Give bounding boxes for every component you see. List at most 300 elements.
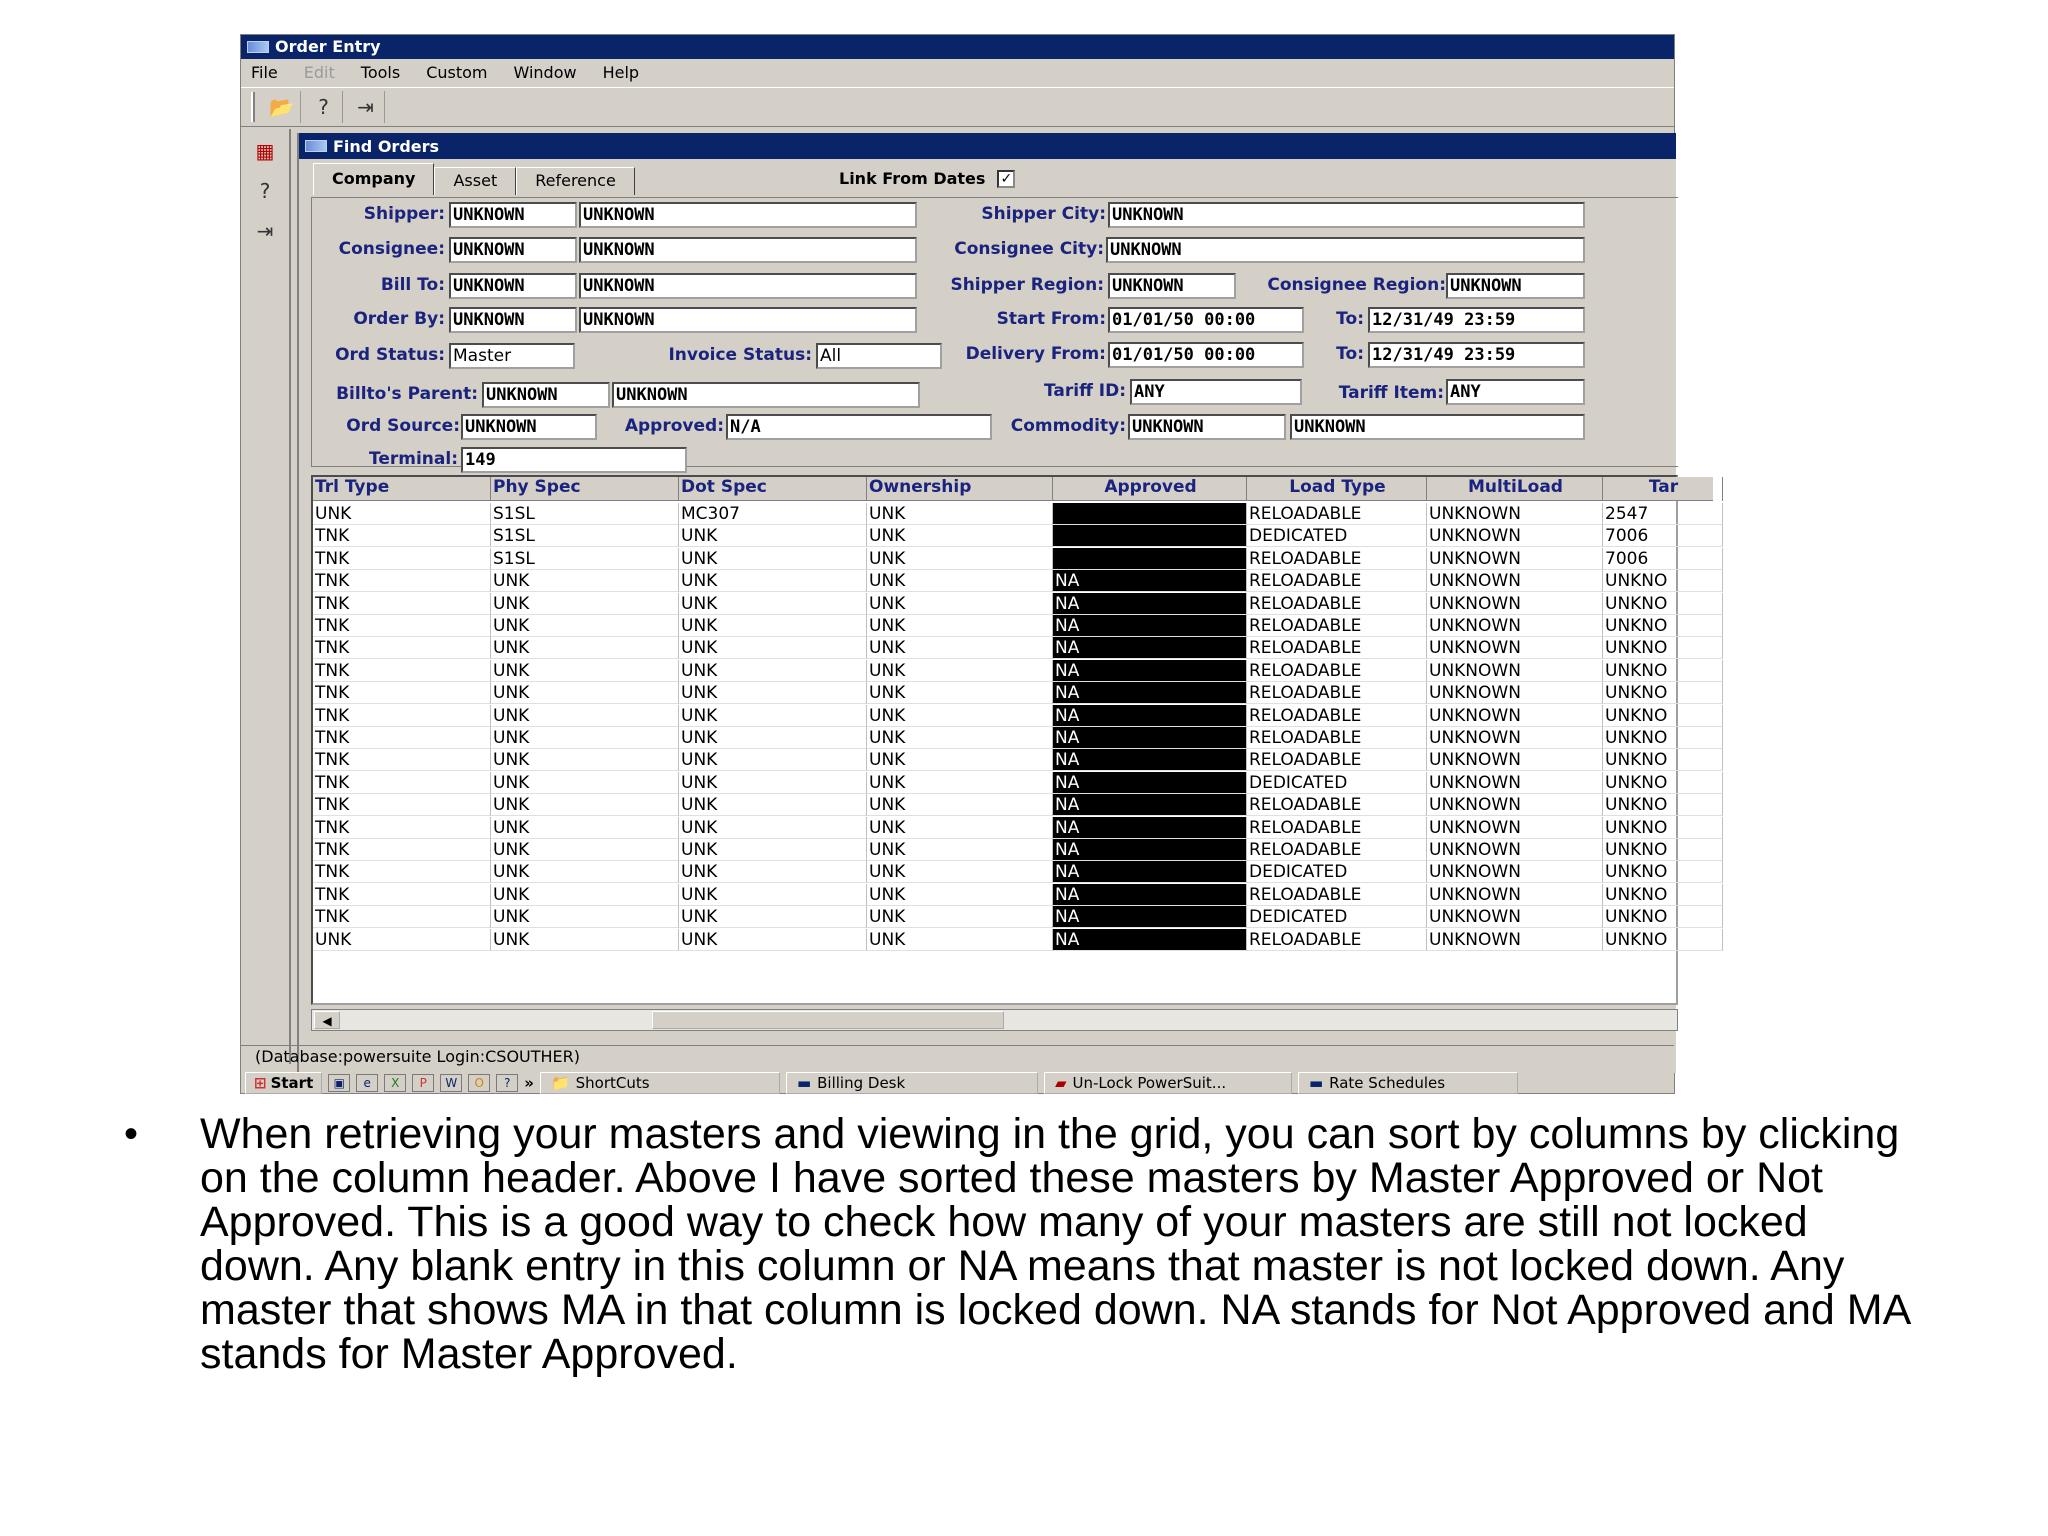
- cell-dot-spec: UNK: [679, 615, 867, 637]
- cell-phy-spec: UNK: [491, 682, 679, 704]
- cell-load-type: DEDICATED: [1247, 525, 1427, 547]
- menu-edit[interactable]: Edit: [303, 62, 335, 82]
- desktop-icon[interactable]: ▣: [328, 1074, 350, 1092]
- taskbar-item-unlock-powersuite[interactable]: [1044, 1072, 1292, 1094]
- cell-ownership: UNK: [867, 929, 1053, 951]
- cell-multiload: UNKNOWN: [1427, 615, 1603, 637]
- cell-dot-spec: UNK: [679, 749, 867, 771]
- taskbar-item-billing-desk[interactable]: [786, 1072, 1038, 1094]
- commodity-id-field[interactable]: UNKNOWN: [1128, 414, 1286, 440]
- cell-phy-spec: UNK: [491, 570, 679, 592]
- table-row[interactable]: [313, 548, 1713, 570]
- cell-dot-spec: UNK: [679, 570, 867, 592]
- column-header-tar[interactable]: Tar: [1603, 477, 1723, 501]
- cell-dot-spec: UNK: [679, 727, 867, 749]
- cell-dot-spec: UNK: [679, 794, 867, 816]
- app-icon: ▰: [1054, 1074, 1067, 1092]
- cell-dot-spec: UNK: [679, 548, 867, 570]
- column-header-phy-spec[interactable]: Phy Spec: [491, 477, 679, 501]
- cell-dot-spec: UNK: [679, 525, 867, 547]
- menu-file[interactable]: File: [251, 62, 278, 82]
- table-row[interactable]: [313, 705, 1713, 727]
- shipper-region-field[interactable]: UNKNOWN: [1108, 273, 1236, 299]
- ord-source-label: Ord Source:: [346, 416, 460, 436]
- windows-icon[interactable]: ▦: [255, 139, 275, 163]
- cell-approved: NA: [1053, 682, 1247, 704]
- order-by-id-field[interactable]: UNKNOWN: [449, 307, 577, 333]
- cell-multiload: UNKNOWN: [1427, 503, 1603, 525]
- cell-tar: UNKNO: [1603, 929, 1723, 951]
- cell-dot-spec: MC307: [679, 503, 867, 525]
- cell-ownership: UNK: [867, 660, 1053, 682]
- cell-ownership: UNK: [867, 794, 1053, 816]
- cell-phy-spec: S1SL: [491, 525, 679, 547]
- cell-dot-spec: UNK: [679, 839, 867, 861]
- app-titlebar: [241, 35, 1674, 59]
- grid-header: [313, 477, 1713, 501]
- cell-ownership: UNK: [867, 772, 1053, 794]
- taskbar-item-rate-schedules[interactable]: [1298, 1072, 1518, 1094]
- cell-ownership: UNK: [867, 839, 1053, 861]
- help-icon[interactable]: ?: [259, 179, 271, 203]
- order-by-name-field[interactable]: UNKNOWN: [579, 307, 917, 333]
- billtos-parent-id-field[interactable]: UNKNOWN: [482, 382, 610, 408]
- column-header-ownership[interactable]: Ownership: [867, 477, 1053, 501]
- cell-ownership: UNK: [867, 817, 1053, 839]
- cell-tar: 7006: [1603, 548, 1723, 570]
- consignee-label: Consignee:: [338, 239, 445, 259]
- shipper-city-field[interactable]: UNKNOWN: [1108, 202, 1585, 228]
- cell-load-type: RELOADABLE: [1247, 839, 1427, 861]
- cell-multiload: UNKNOWN: [1427, 660, 1603, 682]
- cell-tar: UNKNO: [1603, 772, 1723, 794]
- cell-trl-type: TNK: [313, 861, 491, 883]
- column-header-trl-type[interactable]: Trl Type: [313, 477, 491, 501]
- cell-approved: NA: [1053, 929, 1247, 951]
- cell-approved: NA: [1053, 749, 1247, 771]
- delivery-to-field[interactable]: 12/31/49 23:59: [1368, 342, 1585, 368]
- word-icon[interactable]: W: [440, 1074, 462, 1092]
- exit-door-icon[interactable]: ⇥: [256, 219, 274, 243]
- start-to-field[interactable]: 12/31/49 23:59: [1368, 307, 1585, 333]
- cell-tar: UNKNO: [1603, 615, 1723, 637]
- cell-phy-spec: UNK: [491, 772, 679, 794]
- find-orders-title: Find Orders: [333, 136, 440, 156]
- cell-dot-spec: UNK: [679, 705, 867, 727]
- link-from-dates-checkbox[interactable]: ✓: [997, 170, 1015, 188]
- tab-reference[interactable]: Reference: [516, 167, 635, 195]
- cell-ownership: UNK: [867, 705, 1053, 727]
- cell-phy-spec: UNK: [491, 906, 679, 928]
- cell-tar: UNKNO: [1603, 794, 1723, 816]
- taskbar-item-shortcuts[interactable]: [540, 1072, 780, 1094]
- consignee-region-field[interactable]: UNKNOWN: [1446, 273, 1585, 299]
- cell-load-type: RELOADABLE: [1247, 503, 1427, 525]
- cell-approved: NA: [1053, 817, 1247, 839]
- approved-label: Approved:: [624, 416, 724, 436]
- consignee-id-field[interactable]: UNKNOWN: [449, 237, 577, 263]
- slide-body-text: When retrieving your masters and viewing in the grid, you can sort by columns by clicking on the column header. Above I have sorted these masters by Master Approved or Not Approved. This is a good way to check how many of your masters are still not locked down. Any blank entry in this column or NA means that master is not locked down. Any master that shows MA in that column is locked down. NA stands for Not Approved and MA stands for Master Approved.: [200, 1110, 1909, 1378]
- cell-tar: UNKNO: [1603, 570, 1723, 592]
- cell-trl-type: TNK: [313, 839, 491, 861]
- orders-grid: [311, 475, 1678, 1005]
- grid-horizontal-scrollbar[interactable]: [311, 1009, 1678, 1031]
- shipper-label: Shipper:: [363, 204, 445, 224]
- tariff-item-field[interactable]: ANY: [1446, 379, 1585, 405]
- taskbar-item-label: ShortCuts: [575, 1074, 650, 1092]
- start-label: Start: [270, 1074, 314, 1092]
- cell-dot-spec: UNK: [679, 660, 867, 682]
- menu-bar: [241, 59, 1674, 85]
- app-title: Order Entry: [275, 37, 381, 56]
- table-row[interactable]: [313, 749, 1713, 771]
- cell-tar: 2547: [1603, 503, 1723, 525]
- cell-trl-type: TNK: [313, 525, 491, 547]
- cell-ownership: UNK: [867, 861, 1053, 883]
- terminal-label: Terminal:: [369, 449, 458, 469]
- cell-tar: UNKNO: [1603, 593, 1723, 615]
- cell-ownership: UNK: [867, 727, 1053, 749]
- table-row[interactable]: [313, 570, 1713, 592]
- cell-tar: UNKNO: [1603, 884, 1723, 906]
- cell-tar: UNKNO: [1603, 817, 1723, 839]
- table-row[interactable]: [313, 503, 1713, 525]
- screenshot: [240, 34, 1679, 1094]
- cell-dot-spec: UNK: [679, 906, 867, 928]
- help-icon[interactable]: ?: [496, 1074, 518, 1092]
- tab-asset[interactable]: Asset: [434, 167, 516, 195]
- cell-ownership: UNK: [867, 637, 1053, 659]
- scroll-left-icon[interactable]: ◀: [314, 1011, 340, 1029]
- cell-ownership: UNK: [867, 525, 1053, 547]
- table-row[interactable]: [313, 593, 1713, 615]
- cell-tar: UNKNO: [1603, 839, 1723, 861]
- table-row[interactable]: [313, 637, 1713, 659]
- cell-multiload: UNKNOWN: [1427, 749, 1603, 771]
- cell-load-type: RELOADABLE: [1247, 749, 1427, 771]
- column-header-approved[interactable]: Approved: [1053, 477, 1247, 501]
- table-row[interactable]: [313, 929, 1713, 951]
- cell-load-type: RELOADABLE: [1247, 929, 1427, 951]
- table-row[interactable]: [313, 727, 1713, 749]
- approved-field[interactable]: N/A: [726, 414, 992, 440]
- terminal-field[interactable]: 149: [461, 447, 687, 473]
- cell-load-type: DEDICATED: [1247, 906, 1427, 928]
- cell-dot-spec: UNK: [679, 772, 867, 794]
- bill-to-label: Bill To:: [380, 275, 445, 295]
- shipper-id-field[interactable]: UNKNOWN: [449, 202, 577, 228]
- cell-phy-spec: S1SL: [491, 548, 679, 570]
- cell-multiload: UNKNOWN: [1427, 884, 1603, 906]
- cell-trl-type: TNK: [313, 906, 491, 928]
- cell-ownership: UNK: [867, 615, 1053, 637]
- cell-load-type: RELOADABLE: [1247, 570, 1427, 592]
- cell-phy-spec: UNK: [491, 727, 679, 749]
- cell-multiload: UNKNOWN: [1427, 705, 1603, 727]
- cell-load-type: RELOADABLE: [1247, 705, 1427, 727]
- billtos-parent-name-field[interactable]: UNKNOWN: [612, 382, 920, 408]
- cell-multiload: UNKNOWN: [1427, 637, 1603, 659]
- cell-load-type: RELOADABLE: [1247, 548, 1427, 570]
- menu-custom[interactable]: Custom: [426, 62, 488, 82]
- cell-approved: NA: [1053, 615, 1247, 637]
- cell-load-type: RELOADABLE: [1247, 794, 1427, 816]
- taskbar-item-label: Un-Lock PowerSuit...: [1072, 1074, 1227, 1092]
- ord-source-field[interactable]: UNKNOWN: [461, 414, 597, 440]
- cell-trl-type: TNK: [313, 749, 491, 771]
- shipper-city-label: Shipper City:: [981, 204, 1106, 224]
- bill-to-id-field[interactable]: UNKNOWN: [449, 273, 577, 299]
- cell-trl-type: TNK: [313, 548, 491, 570]
- scrollbar-thumb[interactable]: [652, 1011, 1004, 1029]
- cell-ownership: UNK: [867, 503, 1053, 525]
- cell-dot-spec: UNK: [679, 861, 867, 883]
- shipper-region-label: Shipper Region:: [950, 275, 1104, 295]
- commodity-name-field[interactable]: UNKNOWN: [1290, 414, 1585, 440]
- find-orders-window: [297, 133, 1679, 1073]
- cell-tar: UNKNO: [1603, 705, 1723, 727]
- cell-dot-spec: UNK: [679, 929, 867, 951]
- browser-icon[interactable]: e: [356, 1074, 378, 1092]
- cell-phy-spec: UNK: [491, 615, 679, 637]
- status-bar: (Database:powersuite Login:CSOUTHER): [241, 1045, 1674, 1069]
- bill-to-name-field[interactable]: UNKNOWN: [579, 273, 917, 299]
- window-icon: ▬: [1308, 1074, 1324, 1092]
- start-to-label: To:: [1336, 309, 1364, 329]
- cell-tar: UNKNO: [1603, 660, 1723, 682]
- cell-tar: UNKNO: [1603, 749, 1723, 771]
- windows-logo-icon: ⊞: [254, 1074, 267, 1092]
- exit-door-icon[interactable]: ⇥: [347, 91, 385, 123]
- table-row[interactable]: [313, 525, 1713, 547]
- cell-load-type: RELOADABLE: [1247, 682, 1427, 704]
- cell-phy-spec: UNK: [491, 705, 679, 727]
- find-orders-titlebar: [299, 133, 1676, 159]
- toolbar: [241, 87, 1674, 127]
- cell-load-type: DEDICATED: [1247, 772, 1427, 794]
- cell-multiload: UNKNOWN: [1427, 794, 1603, 816]
- link-from-dates-label: Link From Dates: [839, 169, 986, 188]
- invoice-status-field[interactable]: All: [816, 343, 942, 369]
- link-from-dates: [839, 169, 1015, 188]
- table-row[interactable]: [313, 817, 1713, 839]
- cell-multiload: UNKNOWN: [1427, 525, 1603, 547]
- cell-load-type: RELOADABLE: [1247, 660, 1427, 682]
- cell-ownership: UNK: [867, 906, 1053, 928]
- cell-approved: NA: [1053, 906, 1247, 928]
- commodity-label: Commodity:: [1010, 416, 1126, 436]
- tariff-item-label: Tariff Item:: [1338, 383, 1444, 403]
- cell-trl-type: TNK: [313, 727, 491, 749]
- cell-dot-spec: UNK: [679, 637, 867, 659]
- cell-dot-spec: UNK: [679, 884, 867, 906]
- tab-strip: [313, 165, 635, 195]
- ord-status-label: Ord Status:: [335, 345, 445, 365]
- cell-phy-spec: UNK: [491, 929, 679, 951]
- cell-tar: UNKNO: [1603, 906, 1723, 928]
- cell-multiload: UNKNOWN: [1427, 817, 1603, 839]
- tariff-id-label: Tariff ID:: [1043, 381, 1126, 401]
- cell-approved: NA: [1053, 861, 1247, 883]
- column-header-dot-spec[interactable]: Dot Spec: [679, 477, 867, 501]
- bullet-marker: •: [124, 1112, 139, 1156]
- more-chevron-icon[interactable]: »: [524, 1074, 534, 1092]
- cell-phy-spec: UNK: [491, 794, 679, 816]
- cell-ownership: UNK: [867, 749, 1053, 771]
- cell-phy-spec: UNK: [491, 749, 679, 771]
- outlook-icon[interactable]: O: [468, 1074, 490, 1092]
- window-icon: [305, 140, 327, 152]
- cell-multiload: UNKNOWN: [1427, 570, 1603, 592]
- cell-phy-spec: UNK: [491, 884, 679, 906]
- table-row[interactable]: [313, 839, 1713, 861]
- cell-ownership: UNK: [867, 682, 1053, 704]
- cell-load-type: RELOADABLE: [1247, 615, 1427, 637]
- cell-dot-spec: UNK: [679, 682, 867, 704]
- cell-approved: NA: [1053, 660, 1247, 682]
- cell-tar: UNKNO: [1603, 861, 1723, 883]
- cell-trl-type: TNK: [313, 817, 491, 839]
- cell-trl-type: UNK: [313, 929, 491, 951]
- cell-approved: NA: [1053, 884, 1247, 906]
- cell-trl-type: TNK: [313, 615, 491, 637]
- invoice-status-label: Invoice Status:: [668, 345, 812, 365]
- cell-phy-spec: UNK: [491, 593, 679, 615]
- cell-tar: UNKNO: [1603, 637, 1723, 659]
- open-folder-icon[interactable]: 📂: [263, 91, 301, 123]
- delivery-from-label: Delivery From:: [965, 344, 1106, 364]
- cell-approved: NA: [1053, 570, 1247, 592]
- cell-phy-spec: UNK: [491, 839, 679, 861]
- consignee-name-field[interactable]: UNKNOWN: [579, 237, 917, 263]
- app-window-icon: [247, 41, 269, 53]
- table-row[interactable]: [313, 861, 1713, 883]
- cell-ownership: UNK: [867, 548, 1053, 570]
- cell-trl-type: TNK: [313, 660, 491, 682]
- start-from-field[interactable]: 01/01/50 00:00: [1108, 307, 1304, 333]
- table-row[interactable]: [313, 794, 1713, 816]
- column-header-multiload[interactable]: MultiLoad: [1427, 477, 1603, 501]
- cell-tar: UNKNO: [1603, 682, 1723, 704]
- cell-multiload: UNKNOWN: [1427, 906, 1603, 928]
- cell-trl-type: UNK: [313, 503, 491, 525]
- taskbar-item-label: Rate Schedules: [1329, 1074, 1446, 1092]
- excel-icon[interactable]: X: [384, 1074, 406, 1092]
- cell-trl-type: TNK: [313, 884, 491, 906]
- cell-load-type: RELOADABLE: [1247, 593, 1427, 615]
- cell-approved: NA: [1053, 727, 1247, 749]
- left-sidebar: [241, 129, 291, 1064]
- cell-tar: UNKNO: [1603, 727, 1723, 749]
- ord-status-field[interactable]: Master: [449, 343, 575, 369]
- cell-dot-spec: UNK: [679, 593, 867, 615]
- table-row[interactable]: [313, 884, 1713, 906]
- cell-trl-type: TNK: [313, 570, 491, 592]
- toolbar-grip: [251, 92, 255, 122]
- consignee-city-field[interactable]: UNKNOWN: [1106, 237, 1585, 263]
- cell-dot-spec: UNK: [679, 817, 867, 839]
- start-button[interactable]: [245, 1072, 322, 1094]
- cell-load-type: RELOADABLE: [1247, 637, 1427, 659]
- cell-ownership: UNK: [867, 593, 1053, 615]
- taskbar-item-label: Billing Desk: [817, 1074, 906, 1092]
- cell-trl-type: TNK: [313, 794, 491, 816]
- tab-company[interactable]: Company: [313, 163, 434, 195]
- table-row[interactable]: [313, 615, 1713, 637]
- start-from-label: Start From:: [996, 309, 1106, 329]
- cell-trl-type: TNK: [313, 593, 491, 615]
- cell-trl-type: TNK: [313, 705, 491, 727]
- cell-load-type: RELOADABLE: [1247, 884, 1427, 906]
- powerpoint-icon[interactable]: P: [412, 1074, 434, 1092]
- table-row[interactable]: [313, 682, 1713, 704]
- window-icon: ▬: [796, 1074, 812, 1092]
- table-row[interactable]: [313, 906, 1713, 928]
- cell-approved: NA: [1053, 593, 1247, 615]
- delivery-to-label: To:: [1336, 344, 1364, 364]
- cell-multiload: UNKNOWN: [1427, 861, 1603, 883]
- cell-approved: NA: [1053, 794, 1247, 816]
- cell-trl-type: TNK: [313, 772, 491, 794]
- cell-multiload: UNKNOWN: [1427, 682, 1603, 704]
- cell-load-type: DEDICATED: [1247, 861, 1427, 883]
- cell-approved: NA: [1053, 637, 1247, 659]
- cell-approved: NA: [1053, 839, 1247, 861]
- consignee-region-label: Consignee Region:: [1267, 275, 1446, 295]
- folder-icon: 📁: [550, 1074, 570, 1092]
- menu-tools[interactable]: Tools: [360, 62, 401, 82]
- help-icon[interactable]: ?: [305, 91, 343, 123]
- cell-phy-spec: UNK: [491, 817, 679, 839]
- cell-approved: [1053, 548, 1247, 570]
- shipper-name-field[interactable]: UNKNOWN: [579, 202, 917, 228]
- search-form: [311, 197, 1678, 470]
- cell-approved: NA: [1053, 772, 1247, 794]
- cell-trl-type: TNK: [313, 637, 491, 659]
- cell-trl-type: TNK: [313, 682, 491, 704]
- cell-multiload: UNKNOWN: [1427, 929, 1603, 951]
- cell-ownership: UNK: [867, 884, 1053, 906]
- tariff-id-field[interactable]: ANY: [1130, 379, 1302, 405]
- cell-ownership: UNK: [867, 570, 1053, 592]
- order-by-label: Order By:: [353, 309, 445, 329]
- cell-multiload: UNKNOWN: [1427, 593, 1603, 615]
- table-row[interactable]: [313, 660, 1713, 682]
- cell-phy-spec: UNK: [491, 637, 679, 659]
- consignee-city-label: Consignee City:: [954, 239, 1104, 259]
- table-row[interactable]: [313, 772, 1713, 794]
- column-header-load-type[interactable]: Load Type: [1247, 477, 1427, 501]
- windows-taskbar: [241, 1071, 1674, 1095]
- cell-phy-spec: UNK: [491, 660, 679, 682]
- cell-multiload: UNKNOWN: [1427, 839, 1603, 861]
- cell-approved: [1053, 525, 1247, 547]
- cell-multiload: UNKNOWN: [1427, 772, 1603, 794]
- cell-phy-spec: UNK: [491, 861, 679, 883]
- cell-phy-spec: S1SL: [491, 503, 679, 525]
- cell-multiload: UNKNOWN: [1427, 727, 1603, 749]
- cell-load-type: RELOADABLE: [1247, 727, 1427, 749]
- billtos-parent-label: Billto's Parent:: [336, 384, 478, 404]
- menu-window[interactable]: Window: [513, 62, 577, 82]
- cell-tar: 7006: [1603, 525, 1723, 547]
- menu-help[interactable]: Help: [602, 62, 640, 82]
- delivery-from-field[interactable]: 01/01/50 00:00: [1108, 342, 1304, 368]
- cell-approved: NA: [1053, 705, 1247, 727]
- cell-approved: [1053, 503, 1247, 525]
- cell-load-type: RELOADABLE: [1247, 817, 1427, 839]
- cell-multiload: UNKNOWN: [1427, 548, 1603, 570]
